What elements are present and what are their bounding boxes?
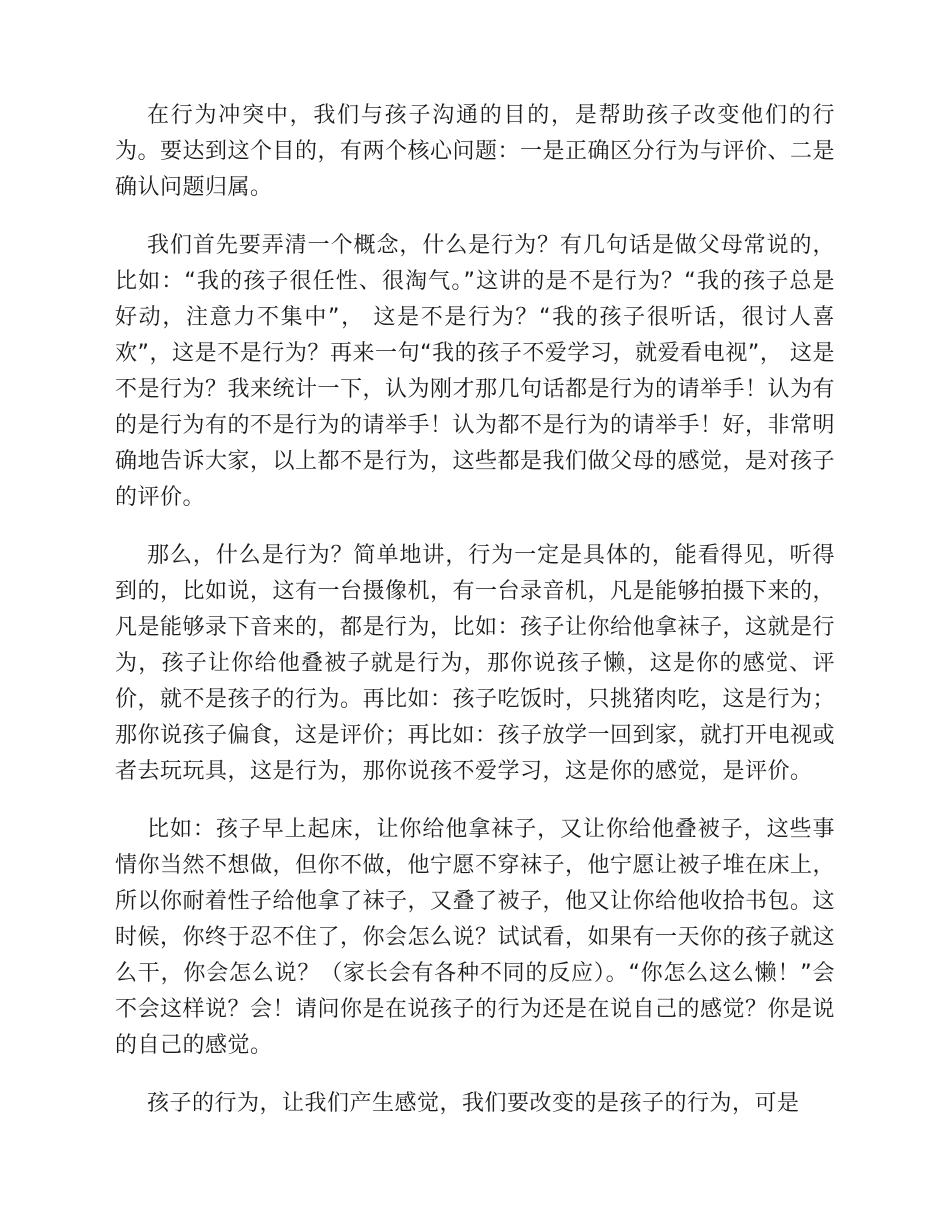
paragraph-5: 孩子的行为，让我们产生感觉，我们要改变的是孩子的行为，可是 [147,1091,800,1116]
paragraph-1: 在行为冲突中，我们与孩子沟通的目的，是帮助孩子改变他们的行为。要达到这个目的，有两个核心问题：一是正确区分行为与评价、二是确认问题归属。 [115,103,836,200]
paragraph-4: 比如：孩子早上起床，让你给他拿袜子，又让你给他叠被子，这些事情你当然不想做，但你不做，他宁愿不穿袜子，他宁愿让被子堆在床上，所以你耐着性子给他拿了袜子，又叠了被子，他又让你给他收拾书包。这时候，你终于忍不住了，你会怎么说？试试看，如果有一天你的孩子就这么干，你会怎么说？（家长会有各种不同的反应）。“你怎么这么懒！”会不会这样说？会！请问你是在说孩子的行为还是在说自己的感觉？你是说的自己的感觉。 [115,817,836,1058]
paragraph-3: 那么，什么是行为？简单地讲，行为一定是具体的，能看得见，听得到的，比如说，这有一台摄像机，有一台录音机，凡是能够拍摄下来的，凡是能够录下音来的，都是行为，比如：孩子让你给他拿袜子，这就是行为，孩子让你给他叠被子就是行为，那你说孩子懒，这是你的感觉、评价，就不是孩子的行为。再比如：孩子吃饭时，只挑猪肉吃，这是行为；那你说孩子偏食，这是评价；再比如：孩子放学一回到家，就打开电视或者去玩玩具，这是行为，那你说孩不爱学习，这是你的感觉，是评价。 [115,543,836,784]
document-body [115,98,835,1144]
paragraph-2: 我们首先要弄清一个概念，什么是行为？有几句话是做父母常说的，比如：“我的孩子很任性、很淘气。”这讲的是不是行为？“我的孩子总是好动，注意力不集中”， 这是不是行为？“我的孩子很听话，很讨人喜欢”，这是不是行为？再来一句“我的孩子不爱学习，就爱看电视”， 这是不是行为？我来统计一下，认为刚才那几句话都是行为的请举手！认为有的是行为有的不是行为的请举手！认为都不是行为的请举手！好，非常明确地告诉大家，以上都不是行为，这些都是我们做父母的感觉，是对孩子的评价。 [115,233,836,510]
